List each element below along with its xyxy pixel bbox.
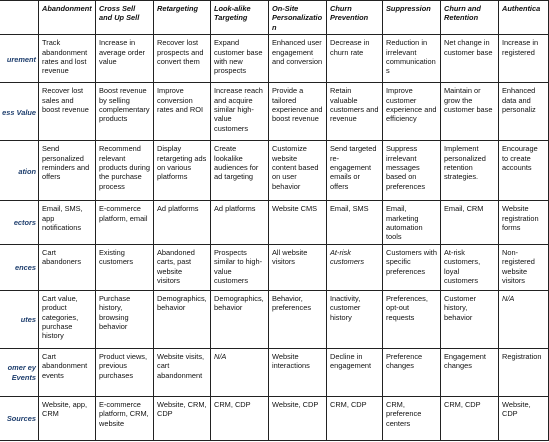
table-cell: CRM, CDP [441, 396, 499, 440]
table-cell: Website, CRM, CDP [154, 396, 211, 440]
table-cell: Suppress irrelevant messages based on preferences [383, 141, 441, 201]
table-cell: E-commerce platform, CRM, website [96, 396, 154, 440]
row-header: omer ey Events [0, 348, 39, 396]
table-cell: Cart abandoners [39, 244, 96, 290]
table-cell: Email, SMS, app notifications [39, 201, 96, 245]
table-cell: Encourage to create accounts [499, 141, 549, 201]
row-header: utes [0, 290, 39, 348]
table-cell: Email, CRM [441, 201, 499, 245]
table-row [0, 396, 549, 440]
table-cell: Increase in registered [499, 35, 549, 83]
table-cell: CRM, preference centers [383, 396, 441, 440]
table-row [0, 141, 549, 201]
table-cell: Website interactions [269, 348, 327, 396]
table-cell: Enhanced data and personaliz [499, 83, 549, 141]
table-cell: Enhanced user engagement and conversion [269, 35, 327, 83]
table-cell: Website, app, CRM [39, 396, 96, 440]
table-cell: Website, CDP [499, 396, 549, 440]
table-cell: E-commerce platform, email [96, 201, 154, 245]
header-cell: Cross Sell and Up Sell [96, 1, 154, 35]
table-cell: Improve customer experience and efficiency [383, 83, 441, 141]
table-row [0, 83, 549, 141]
table-cell: Website registration forms [499, 201, 549, 245]
header-cell: Churn and Retention [441, 1, 499, 35]
header-cell: Abandonment [39, 1, 96, 35]
table-row [0, 201, 549, 245]
table-cell: Preferences, opt-out requests [383, 290, 441, 348]
header-cell [0, 1, 39, 35]
table-cell: Email, SMS [327, 201, 383, 245]
table-cell: Recommend relevant products during the purchase process [96, 141, 154, 201]
table-cell: N/A [499, 290, 549, 348]
row-header: ess Value [0, 83, 39, 141]
row-header: Sources [0, 396, 39, 440]
table-cell: Behavior, preferences [269, 290, 327, 348]
table-cell: CRM, CDP [211, 396, 269, 440]
table-cell: Purchase history, browsing behavior [96, 290, 154, 348]
row-header: ectors [0, 201, 39, 245]
header-cell: Churn Prevention [327, 1, 383, 35]
table-cell: Maintain or grow the customer base [441, 83, 499, 141]
table-cell: Increase in average order value [96, 35, 154, 83]
header-cell: Suppression [383, 1, 441, 35]
table-cell: At-risk customers [327, 244, 383, 290]
table-cell: Decline in engagement [327, 348, 383, 396]
table-cell: Email, marketing automation tools [383, 201, 441, 245]
table-cell: All website visitors [269, 244, 327, 290]
table-cell: Provide a tailored experience and boost revenue [269, 83, 327, 141]
header-row [0, 1, 549, 35]
table-cell: Retain valuable customers and revenue [327, 83, 383, 141]
table-cell: At-risk customers, loyal customers [441, 244, 499, 290]
table-row [0, 244, 549, 290]
table-cell: Decrease in churn rate [327, 35, 383, 83]
table-cell: Cart abandonment events [39, 348, 96, 396]
header-cell: Authentica [499, 1, 549, 35]
table-cell: N/A [211, 348, 269, 396]
table-cell: Product views, previous purchases [96, 348, 154, 396]
table-cell: Website CMS [269, 201, 327, 245]
table-cell: Preference changes [383, 348, 441, 396]
table-cell: Engagement changes [441, 348, 499, 396]
row-header: urement [0, 35, 39, 83]
table-cell: Website visits, cart abandonment [154, 348, 211, 396]
table-row [0, 290, 549, 348]
table-cell: Increase reach and acquire similar high-value customers [211, 83, 269, 141]
table-cell: Existing customers [96, 244, 154, 290]
header-cell: Retargeting [154, 1, 211, 35]
table-cell: Boost revenue by selling complementary products [96, 83, 154, 141]
table-cell: Improve conversion rates and ROI [154, 83, 211, 141]
header-cell: Look-alike Targeting [211, 1, 269, 35]
table-cell: Website, CDP [269, 396, 327, 440]
table-cell: Recover lost sales and boost revenue [39, 83, 96, 141]
table-cell: Non-registered website visitors [499, 244, 549, 290]
table-cell: Create lookalike audiences for ad targeting [211, 141, 269, 201]
table-cell: Net change in customer base [441, 35, 499, 83]
table-cell: Expand customer base with new prospects [211, 35, 269, 83]
table-cell: CRM, CDP [327, 396, 383, 440]
table-cell: Cart value, product categories, purchase history [39, 290, 96, 348]
table-cell: Demographics, behavior [211, 290, 269, 348]
table-cell: Implement personalized retention strategies. [441, 141, 499, 201]
table-cell: Customer history, behavior [441, 290, 499, 348]
table-cell: Ad platforms [211, 201, 269, 245]
row-header: ation [0, 141, 39, 201]
table-cell: Registration [499, 348, 549, 396]
table-cell: Send targeted re-engagement emails or offers [327, 141, 383, 201]
table-cell: Display retargeting ads on various platforms [154, 141, 211, 201]
table-cell: Prospects similar to high-value customers [211, 244, 269, 290]
table-cell: Reduction in irrelevant communications [383, 35, 441, 83]
table-cell: Inactivity, customer history [327, 290, 383, 348]
table-cell: Customers with specific preferences [383, 244, 441, 290]
table-cell: Track abandonment rates and lost revenue [39, 35, 96, 83]
table-cell: Abandoned carts, past website visitors [154, 244, 211, 290]
table-cell: Send personalized reminders and offers [39, 141, 96, 201]
table-cell: Recover lost prospects and convert them [154, 35, 211, 83]
table-cell: Ad platforms [154, 201, 211, 245]
table-cell: Demographics, behavior [154, 290, 211, 348]
table-cell: Customize website content based on user behavior [269, 141, 327, 201]
table-row [0, 35, 549, 83]
row-header: ences [0, 244, 39, 290]
header-cell: On-Site Personalization [269, 1, 327, 35]
table-row [0, 348, 549, 396]
